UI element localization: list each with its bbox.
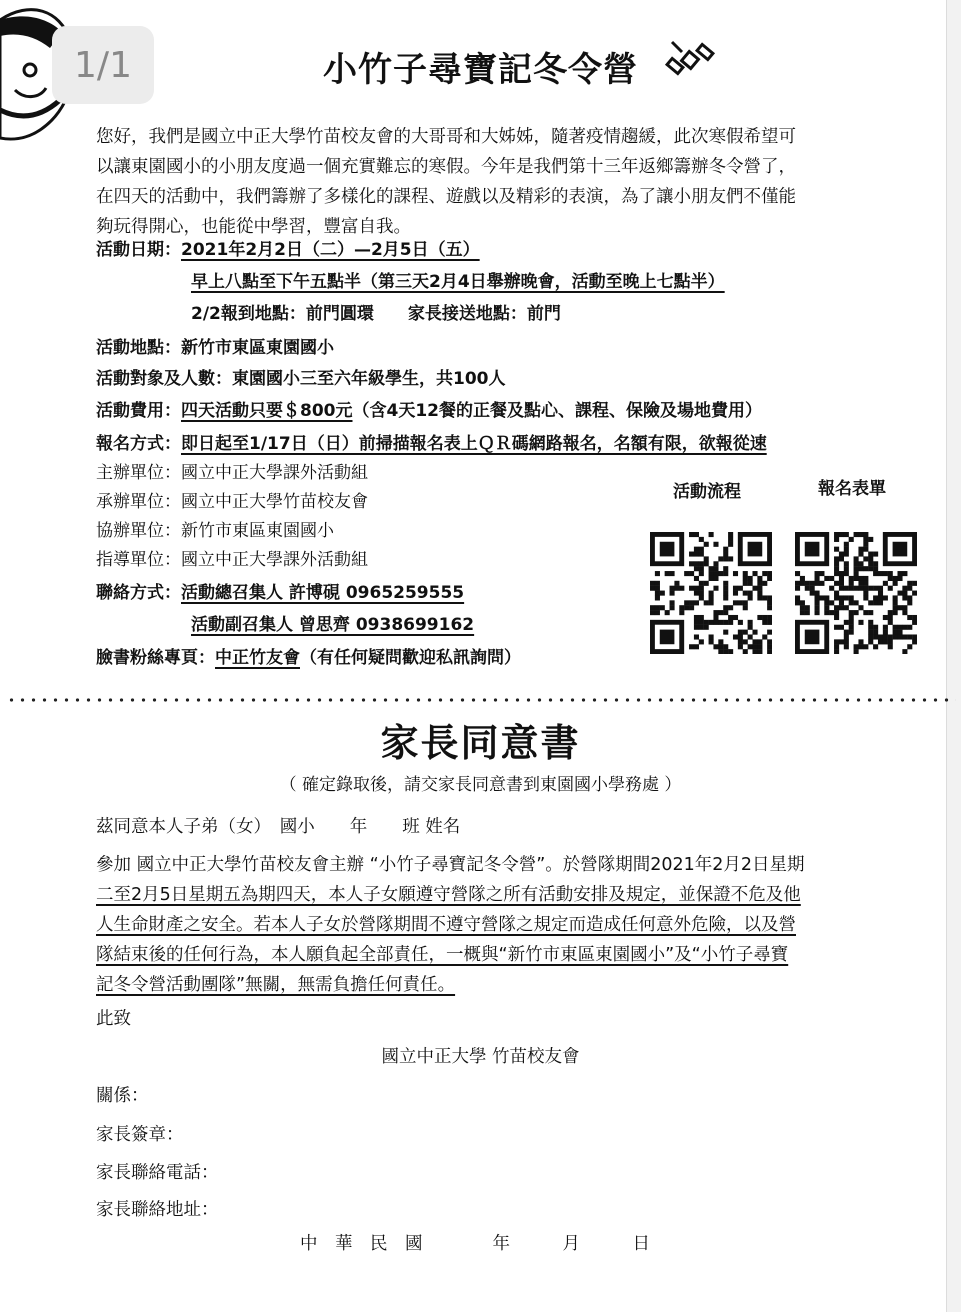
fee-value: 四天活動只要＄800元 — [181, 401, 353, 421]
qr-code-icon[interactable] — [795, 532, 917, 654]
target-row — [96, 367, 506, 391]
page-title: 小竹子尋寶記冬令營 — [323, 50, 638, 90]
date-row — [96, 238, 480, 262]
intro-paragraph — [96, 122, 886, 242]
consent-line: 二至2月5日星期五為期四天，本人子女願遵守營隊之所有活動安排及規定，並保證不危及他 — [96, 885, 801, 905]
contact-1: 活動總召集人 許博硯 0965259555 — [181, 583, 465, 603]
signup-value: 即日起至1/17日（日）前掃描報名表上ＱＲ碼網路報名，名額有限，欲報從速 — [181, 434, 767, 454]
assist-row — [96, 519, 334, 543]
signup-label: 報名方式： — [96, 434, 181, 454]
consent-line: 記冬令營活動團隊”無關，無需負擔任何責任。 — [96, 975, 456, 995]
signature-field: 家長簽章： — [96, 1125, 184, 1145]
section-divider — [6, 698, 956, 702]
fb-note: （有任何疑問歡迎私訊詢問） — [300, 648, 521, 668]
fb-value: 中正竹友會 — [215, 648, 300, 668]
address-field: 家長聯絡地址： — [96, 1200, 219, 1220]
checkin-value: 2/2報到地點：前門圓環 家長接送地點：前門 — [191, 304, 561, 324]
intro-line: 夠玩得開心，也能從中學習，豐富自我。 — [96, 217, 411, 237]
viewer-scrollbar[interactable] — [946, 0, 961, 1312]
assist-label: 協辦單位： — [96, 521, 181, 541]
coorganizer-label: 承辦單位： — [96, 492, 181, 512]
consent-subtitle: （ 確定錄取後，請交家長同意書到東園國小學務處 ） — [279, 775, 682, 795]
recipient: 國立中正大學 竹苗校友會 — [381, 1047, 580, 1067]
qr-flow-label: 活動流程 — [673, 482, 741, 502]
phone-field: 家長聯絡電話： — [96, 1163, 219, 1183]
assist-value: 新竹市東區東園國小 — [181, 521, 334, 541]
contact-2: 活動副召集人 曾思齊 0938699162 — [191, 615, 475, 635]
agree-line: 茲同意本人子弟（女） 國小 年 班 姓名 — [96, 817, 461, 837]
consent-line: 人生命財產之安全。若本人子女於營隊期間不遵守營隊之規定而造成任何意外危險，以及營 — [96, 915, 796, 935]
consent-line: 隊結束後的任何行為，本人願負起全部責任，一概與“新竹市東區東園國小”及“小竹子尋寶 — [96, 945, 789, 965]
organizer-label: 主辦單位： — [96, 463, 181, 483]
advisor-value: 國立中正大學課外活動組 — [181, 550, 368, 570]
fb-label: 臉書粉絲專頁： — [96, 648, 215, 668]
place-label: 活動地點： — [96, 338, 181, 358]
salutation: 此致 — [96, 1009, 131, 1029]
contact-label: 聯絡方式： — [96, 583, 181, 603]
qr-form-label: 報名表單 — [818, 479, 886, 499]
roc-date-line: 中 華 民 國 年 月 日 — [300, 1234, 650, 1254]
organizer-row — [96, 461, 368, 485]
date-value: 2021年2月2日（二）—2月5日（五） — [181, 240, 480, 260]
intro-line: 以讓東園國小的小朋友度過一個充實難忘的寒假。今年是我們第十三年返鄉籌辦冬令營了， — [96, 157, 796, 177]
satellite-icon — [664, 34, 716, 86]
advisor-label: 指導單位： — [96, 550, 181, 570]
time-value: 早上八點至下午五點半（第三天2月4日舉辦晚會，活動至晚上七點半） — [191, 272, 725, 292]
contact-row — [96, 581, 464, 605]
fee-row — [96, 399, 762, 423]
fee-label: 活動費用： — [96, 401, 181, 421]
consent-title: 家長同意書 — [380, 721, 581, 765]
relation-field: 關係： — [96, 1086, 149, 1106]
target-label: 活動對象及人數： — [96, 369, 232, 389]
coorganizer-value: 國立中正大學竹苗校友會 — [181, 492, 368, 512]
consent-body — [96, 850, 896, 1000]
place-value: 新竹市東區東園國小 — [181, 338, 334, 358]
target-value: 東園國小三至六年級學生，共100人 — [232, 369, 506, 389]
fee-note: （含4天12餐的正餐及點心、課程、保險及場地費用） — [352, 401, 762, 421]
consent-line: 參加 國立中正大學竹苗校友會主辦 “小竹子尋寶記冬令營”。於營隊期間2021年2月2日星期 — [96, 855, 805, 875]
fb-row — [96, 646, 521, 670]
signup-row — [96, 432, 767, 456]
organizer-value: 國立中正大學課外活動組 — [181, 463, 368, 483]
date-label: 活動日期： — [96, 240, 181, 260]
qr-code-icon[interactable] — [650, 532, 772, 654]
page-indicator: 1/1 — [52, 26, 154, 104]
intro-line: 在四天的活動中，我們籌辦了多樣化的課程、遊戲以及精彩的表演，為了讓小朋友們不僅能 — [96, 187, 796, 207]
intro-line: 您好，我們是國立中正大學竹苗校友會的大哥哥和大姊姊，隨著疫情趨緩，此次寒假希望可 — [96, 127, 796, 147]
advisor-row — [96, 548, 368, 572]
place-row — [96, 336, 334, 360]
coorganizer-row — [96, 490, 368, 514]
